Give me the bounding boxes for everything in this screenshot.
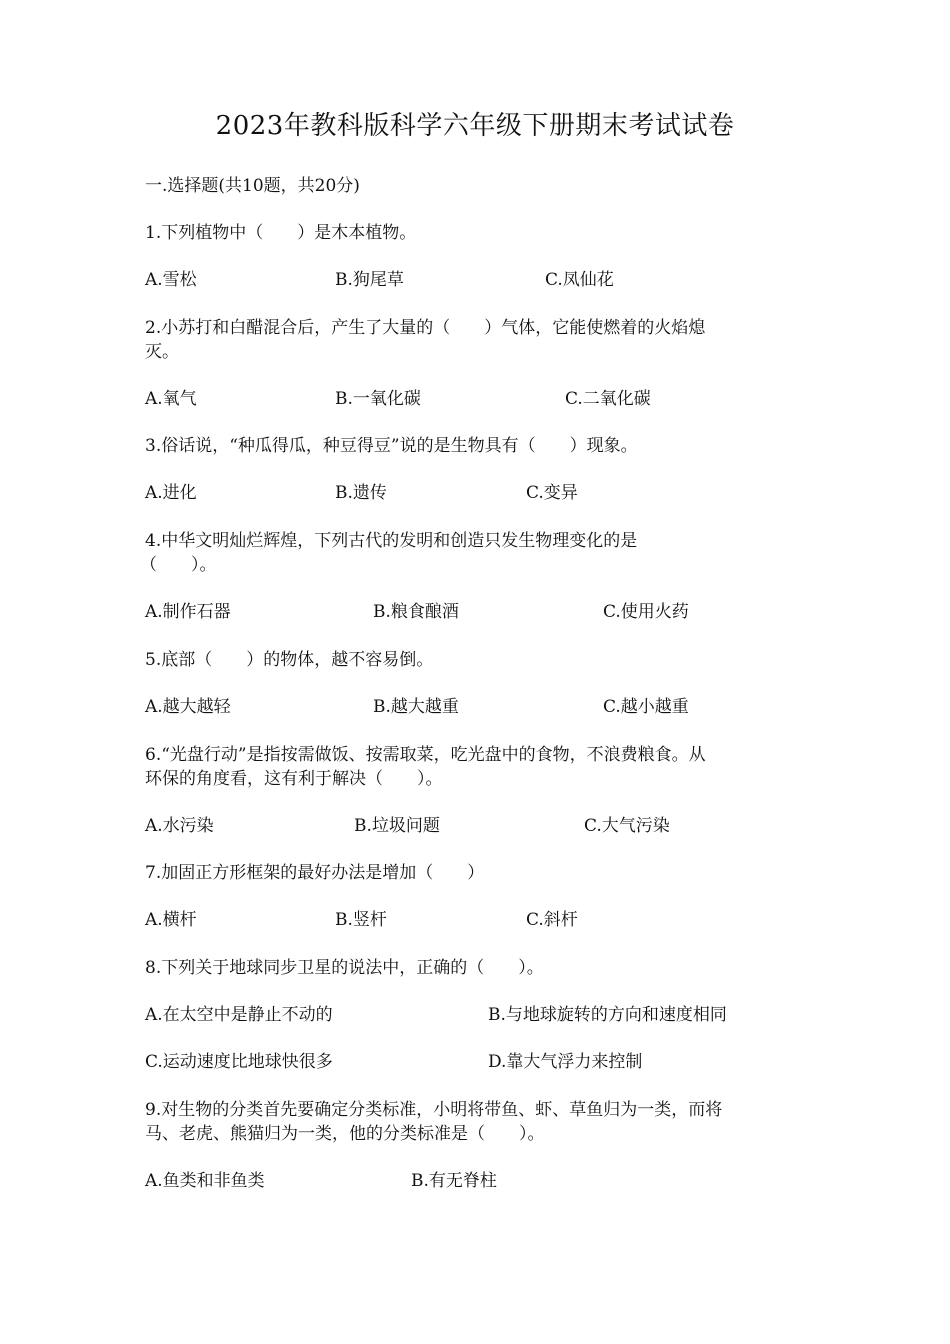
question-2-option-a: A.氧气 (145, 389, 197, 409)
question-9-option-a: A.鱼类和非鱼类 (145, 1171, 265, 1191)
question-9-option-b: B.有无脊柱 (411, 1171, 497, 1191)
question-8-option-c: C.运动速度比地球快很多 (145, 1052, 333, 1072)
question-2-option-c: C.二氧化碳 (565, 389, 651, 409)
question-1-option-b: B.狗尾草 (335, 270, 404, 290)
question-1-option-a: A.雪松 (145, 270, 197, 290)
question-3-stem: 3.俗话说，“种瓜得瓜，种豆得豆”说的是生物具有（ ）现象。 (145, 436, 638, 456)
question-9-stem-line1: 9.对生物的分类首先要确定分类标准，小明将带鱼、虾、草鱼归为一类，而将 (145, 1100, 723, 1120)
question-8-option-d: D.靠大气浮力来控制 (488, 1052, 643, 1072)
question-5-option-c: C.越小越重 (603, 697, 689, 717)
question-3-option-a: A.进化 (145, 483, 197, 503)
question-4-option-b: B.粮食酿酒 (373, 602, 459, 622)
section-heading: 一.选择题(共10题，共20分) (145, 176, 360, 196)
question-3-option-c: C.变异 (526, 483, 578, 503)
question-1-option-c: C.凤仙花 (545, 270, 614, 290)
question-5-option-a: A.越大越轻 (145, 697, 231, 717)
question-4-option-a: A.制作石器 (145, 602, 231, 622)
question-7-option-c: C.斜杆 (526, 910, 578, 930)
question-2-stem-line1: 2.小苏打和白醋混合后，产生了大量的（ ）气体，它能使燃着的火焰熄 (145, 318, 706, 338)
question-3-option-b: B.遗传 (335, 483, 387, 503)
question-8-stem: 8.下列关于地球同步卫星的说法中，正确的（ ）。 (145, 958, 544, 978)
question-4-option-c: C.使用火药 (603, 602, 689, 622)
question-7-option-a: A.横杆 (145, 910, 197, 930)
question-6-stem-line2: 环保的角度看，这有利于解决（ ）。 (145, 769, 443, 789)
question-7-stem: 7.加固正方形框架的最好办法是增加（ ） (145, 863, 485, 883)
question-5-option-b: B.越大越重 (373, 697, 459, 717)
question-1-stem: 1.下列植物中（ ）是木本植物。 (145, 223, 417, 243)
question-6-option-a: A.水污染 (145, 816, 214, 836)
question-2-option-b: B.一氧化碳 (335, 389, 421, 409)
question-9-stem-line2: 马、老虎、熊猫归为一类，他的分类标准是（ ）。 (145, 1124, 545, 1144)
question-6-stem-line1: 6.“光盘行动”是指按需做饭、按需取菜，吃光盘中的食物，不浪费粮食。从 (145, 745, 706, 765)
question-4-stem-line2: （ ）。 (140, 555, 217, 575)
question-7-option-b: B.竖杆 (335, 910, 387, 930)
question-6-option-c: C.大气污染 (584, 816, 670, 836)
question-2-stem-line2: 灭。 (145, 342, 179, 362)
question-4-stem-line1: 4.中华文明灿烂辉煌，下列古代的发明和创造只发生物理变化的是 (145, 531, 638, 551)
question-6-option-b: B.垃圾问题 (354, 816, 440, 836)
question-5-stem: 5.底部（ ）的物体，越不容易倒。 (145, 650, 434, 670)
question-8-option-a: A.在太空中是静止不动的 (145, 1005, 333, 1025)
page-title: 2023年教科版科学六年级下册期末考试试卷 (215, 111, 735, 141)
question-8-option-b: B.与地球旋转的方向和速度相同 (488, 1005, 727, 1025)
